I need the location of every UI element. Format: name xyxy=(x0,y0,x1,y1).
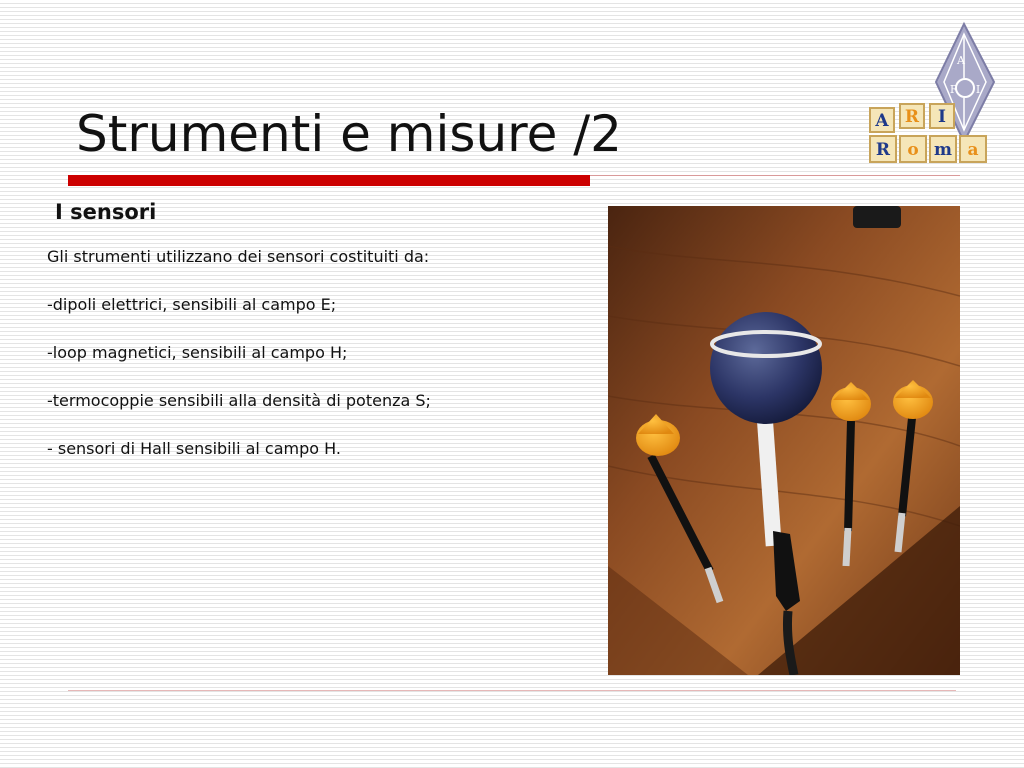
title-underline-thin xyxy=(590,175,960,176)
logo-tile-letter: R xyxy=(904,107,920,127)
logo-tile-letter: o xyxy=(907,140,919,160)
slide-title: Strumenti e misure /2 xyxy=(76,105,622,163)
logo-tile-letter: I xyxy=(938,107,946,127)
emblem-letter: I xyxy=(975,83,981,96)
list-item: -loop magnetici, sensibili al campo H; xyxy=(47,343,348,362)
list-item: - sensori di Hall sensibili al campo H. xyxy=(47,439,341,458)
list-item: -dipoli elettrici, sensibili al campo E; xyxy=(47,295,337,314)
logo-tile-letter: R xyxy=(875,140,891,160)
emblem-letter: A xyxy=(957,54,965,67)
body-text xyxy=(47,244,597,484)
logo-tile-letter: A xyxy=(875,111,889,131)
list-item: -termocoppie sensibili alla densità di potenza S; xyxy=(47,391,431,410)
intro-line: Gli strumenti utilizzano dei sensori costituiti da: xyxy=(47,247,430,266)
title-underline-red xyxy=(68,175,590,186)
section-heading: I sensori xyxy=(55,200,157,224)
sensor-probes-photo xyxy=(608,206,960,675)
footer-divider xyxy=(68,690,956,691)
logo-tile-letter: m xyxy=(934,140,952,160)
emblem-letter: R xyxy=(949,83,959,96)
logo-tile-letter: a xyxy=(967,140,979,160)
ari-roma-logo xyxy=(864,20,1000,166)
